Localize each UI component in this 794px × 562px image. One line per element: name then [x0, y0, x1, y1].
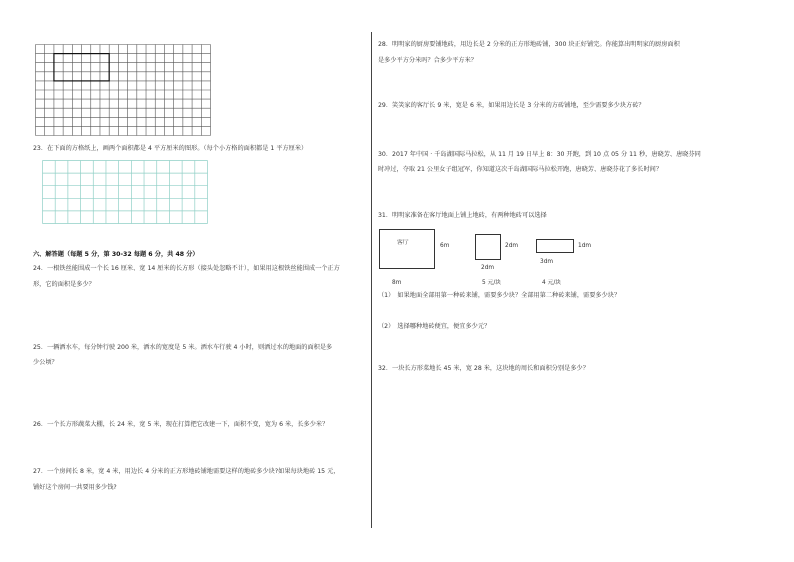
- question-23: 23．在下面的方格纸上，画两个面积都是 4 平方厘米的图形。（每个小方格的面积都是 1 平方厘米）: [33, 145, 308, 152]
- question-25-line-1: 25．一辆洒水车，每分钟行驶 200 米，洒水的宽度是 5 米。洒水车行驶 4 小时，则洒过水的地面的面积是多: [33, 344, 333, 351]
- question-30-line-1: 30．2017 年中国 · 千岛湖国际马拉松，从 11 月 19 日早上 8：30 开跑，到 10 点 05 分 11 秒，唐晓芳、唐晓芬同: [378, 151, 701, 158]
- living-room-length-label: 8m: [392, 280, 402, 286]
- tile-1-bottom-label: 2dm: [481, 265, 495, 271]
- square-grid-top: [35, 44, 211, 136]
- tile-2-side-label: 1dm: [578, 243, 592, 249]
- living-room-rectangle: [379, 229, 435, 269]
- living-room-label: 客厅: [397, 240, 409, 246]
- tile-1-price: 5 元/块: [482, 280, 502, 286]
- question-31-part-2: （2） 选择哪种地砖便宜，便宜多少元？: [378, 323, 491, 330]
- tile-2-bottom-label: 3dm: [540, 259, 554, 265]
- question-24-line-2: 形，它的面积是多少？: [33, 281, 95, 288]
- tile-2-price: 4 元/块: [542, 280, 562, 286]
- column-divider: [371, 32, 372, 528]
- tile-type-1-square: [475, 234, 501, 260]
- question-32: 32．一块长方形菜地长 45 米，宽 28 米，这块地的周长和面积分别是多少？: [378, 365, 589, 372]
- section-6-title: 六、解答题（每题 5 分，第 30-32 每题 6 分，共 48 分）: [33, 251, 199, 258]
- tile-type-2-rectangle: [536, 239, 574, 253]
- question-31-part-1: （1） 如果地面全部用第一种砖来铺，需要多少块？全部用第二种砖来铺，需要多少块？: [378, 292, 621, 299]
- question-30-line-2: 时冲过，夺取 21 公里女子组冠军，你知道这次千岛湖国际马拉松开跑，唐晓芳、唐晓芬花了多长时间？: [378, 166, 663, 173]
- question-27-line-2: 铺好这个房间一共要用多少钱?: [33, 484, 117, 491]
- question-28-line-2: 是多少平方分米吗？合多少平方米？: [378, 57, 477, 64]
- question-28-line-1: 28．明明家的厨房要铺地砖，用边长是 2 分米的正方形地砖铺，300 块正好铺完。你能算出明明家的厨房面积: [378, 41, 680, 48]
- question-24-line-1: 24．一根铁丝能围成一个长 16 厘米、宽 14 厘米的长方形（接头处忽略不计），如果用这根铁丝能围成一个正方: [33, 265, 340, 272]
- question-27-line-1: 27．一个房间长 8 米，宽 4 米，用边长 4 分米的正方形地砖铺地需要这样的地砖多少块?如果每块地砖 15 元，: [33, 468, 340, 475]
- question-31: 31．明明家准备在客厅地面上铺上地砖，有两种地砖可以选择: [378, 212, 547, 219]
- question-29: 29．笑笑家的客厅长 9 米，宽是 6 米，如果用边长是 3 分米的方砖铺地，至少需要多少块方砖？: [378, 102, 645, 109]
- drawing-grid-paper: [42, 160, 208, 224]
- question-26: 26．一个长方形蔬菜大棚，长 24 米，宽 5 米，现在打算把它改建一下，面积不变，宽为 6 米，长多少米？: [33, 421, 329, 428]
- tile-1-side-label: 2dm: [505, 243, 519, 249]
- question-25-line-2: 少公顷？: [33, 359, 58, 366]
- living-room-width-label: 6m: [440, 243, 450, 249]
